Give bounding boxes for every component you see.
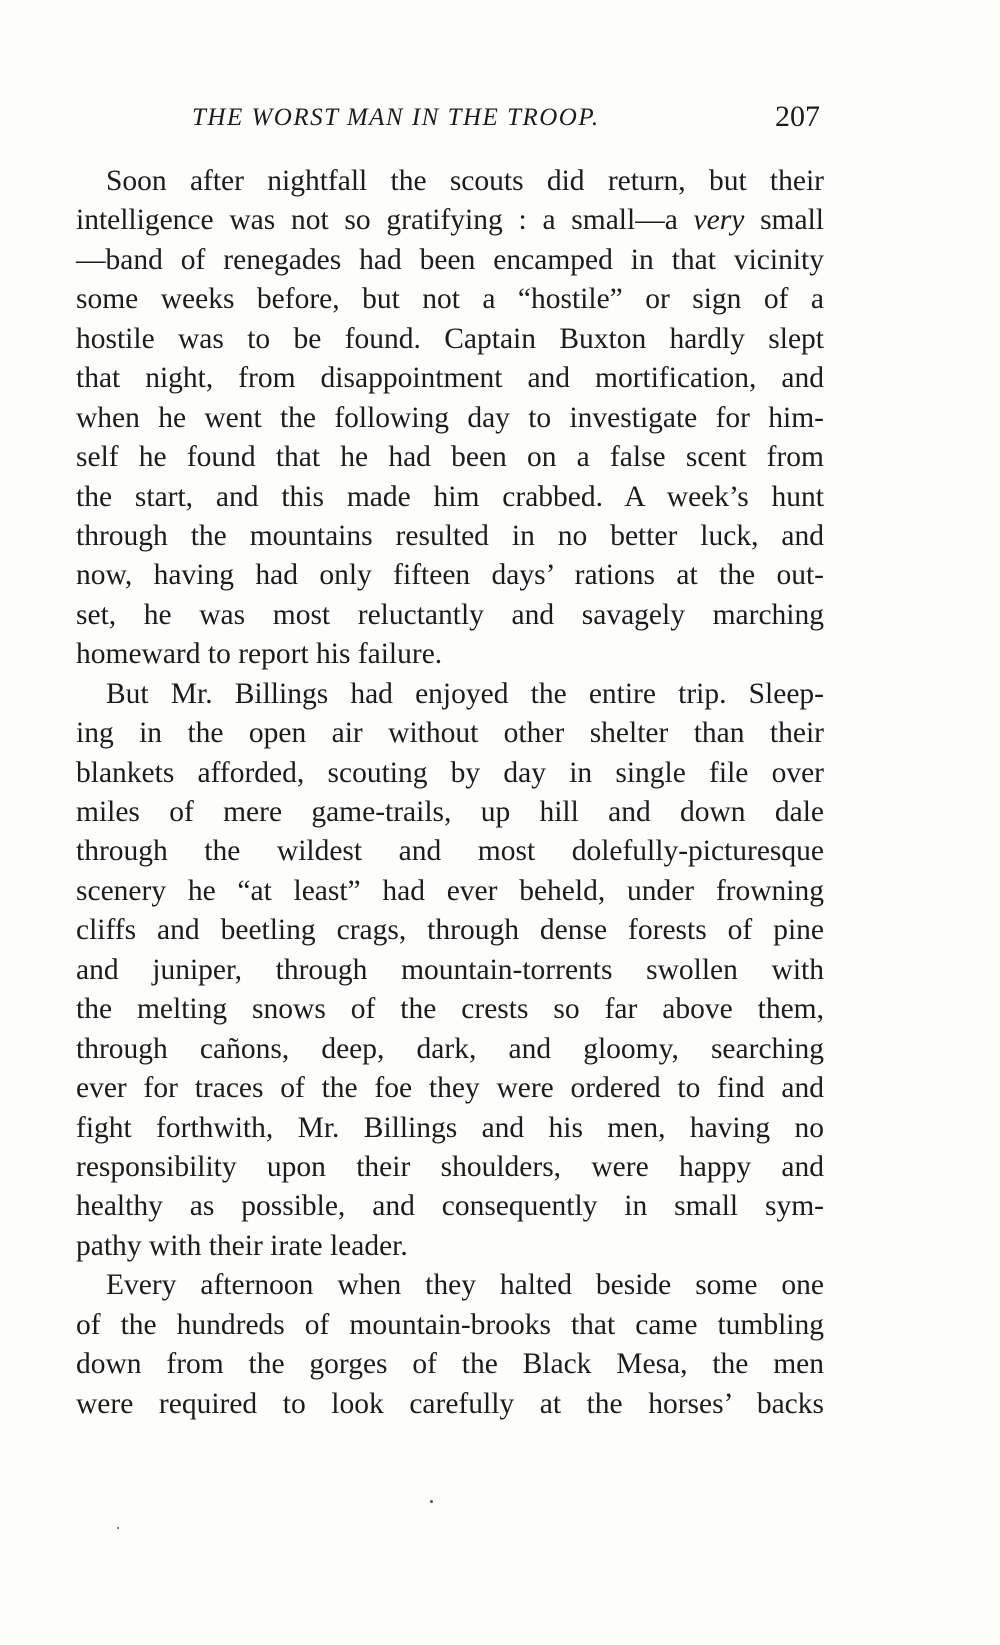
text-line: ever for traces of the foe they were ordered to find and — [76, 1072, 824, 1105]
text-line: miles of mere game-trails, up hill and down dale — [76, 796, 824, 828]
page-number: 207 — [775, 100, 820, 133]
text-line: Soon after nightfall the scouts did return, but their — [106, 165, 824, 197]
text-line: scenery he “at least” had ever beheld, under frowning — [76, 874, 824, 907]
running-title: THE WORST MAN IN THE TROOP. — [192, 104, 600, 131]
text-line: hostile was to be found. Captain Buxton hardly slept — [76, 322, 824, 355]
text-line: set, he was most reluctantly and savagely marching — [76, 598, 824, 631]
text-line: —band of renegades had been encamped in that vicinity — [76, 243, 824, 276]
italic-word: very — [693, 204, 745, 237]
text-line: that night, from disappointment and mortification, and — [76, 362, 824, 395]
text-span: small — [744, 204, 824, 237]
text-line: ing in the open air without other shelter than their — [76, 717, 824, 750]
text-line: through the wildest and most dolefully-picturesque — [76, 835, 824, 868]
text-line: blankets afforded, scouting by day in single file over — [76, 756, 824, 789]
text-line: pathy with their irate leader. — [76, 1229, 408, 1262]
text-line: and juniper, through mountain-torrents swollen with — [76, 953, 824, 986]
text-line: Every afternoon when they halted beside some one — [106, 1269, 824, 1302]
text-line: now, having had only fifteen days’ rations at the out- — [76, 559, 824, 592]
body-text — [76, 162, 824, 1424]
scan-speck — [430, 1500, 433, 1503]
text-line — [76, 201, 824, 240]
text-line: fight forthwith, Mr. Billings and his men, having no — [76, 1111, 824, 1144]
text-line: cliffs and beetling crags, through dense forests of pine — [76, 914, 824, 947]
text-line: healthy as possible, and consequently in small sym- — [76, 1190, 824, 1223]
text-line: the melting snows of the crests so far above them, — [76, 993, 824, 1026]
text-line: some weeks before, but not a “hostile” or sign of a — [76, 283, 824, 316]
paragraph-1 — [76, 162, 824, 675]
text-line: through cañons, deep, dark, and gloomy, searching — [76, 1032, 824, 1065]
text-line: down from the gorges of the Black Mesa, the men — [76, 1348, 824, 1381]
text-line: homeward to report his failure. — [76, 638, 443, 671]
text-span: intelligence was not so gratifying : a small—a — [76, 204, 694, 237]
scan-speck — [117, 1527, 119, 1529]
page-header — [180, 100, 820, 140]
text-line: of the hundreds of mountain-brooks that came tumbling — [76, 1308, 824, 1341]
text-line: But Mr. Billings had enjoyed the entire trip. Sleep- — [106, 677, 824, 710]
text-line: self he found that he had been on a false scent from — [76, 441, 824, 474]
text-line: the start, and this made him crabbed. A week’s hunt — [76, 480, 824, 513]
text-line: through the mountains resulted in no better luck, and — [76, 519, 824, 552]
text-line: when he went the following day to investigate for him- — [76, 401, 824, 434]
paragraph-2 — [76, 675, 824, 1267]
paragraph-3 — [76, 1266, 824, 1424]
text-line: responsibility upon their shoulders, were happy and — [76, 1150, 824, 1183]
text-line: were required to look carefully at the horses’ backs — [76, 1387, 824, 1420]
